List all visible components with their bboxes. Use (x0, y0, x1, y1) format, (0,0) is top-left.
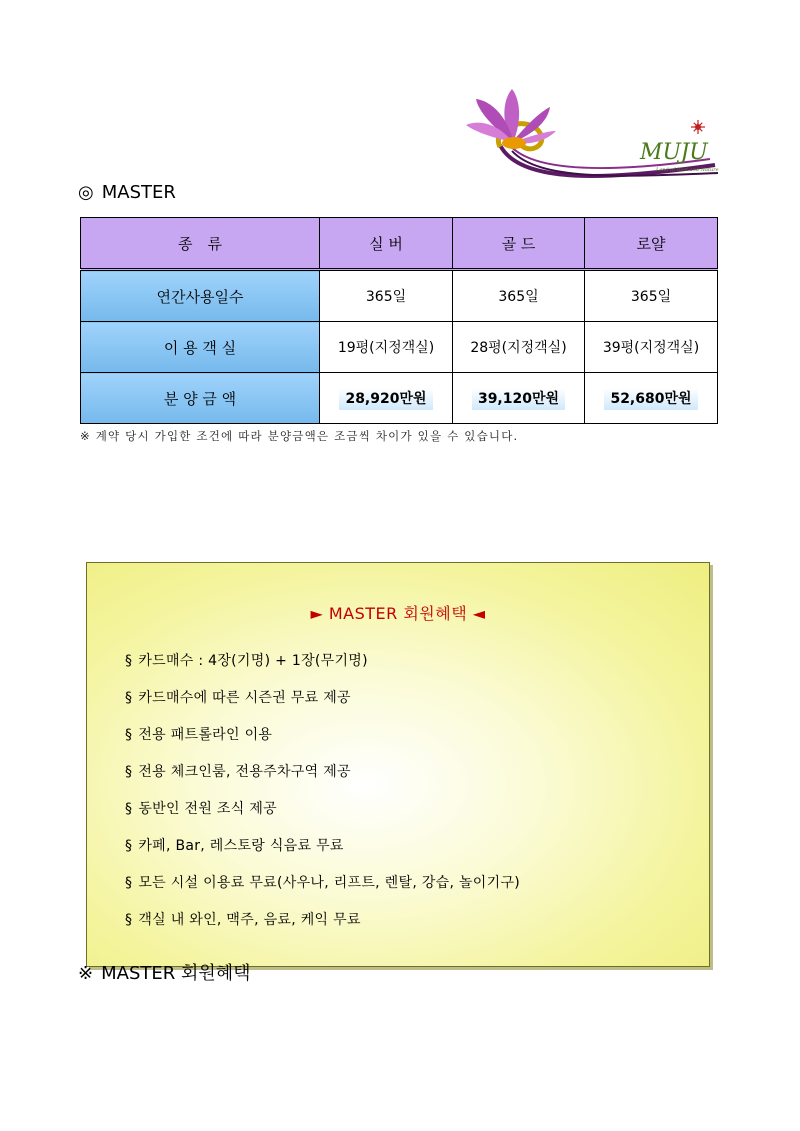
section-sign-icon: § (125, 764, 133, 780)
list-item: § 동반인 전원 조식 제공 (125, 801, 277, 817)
cell-royal-room: 39평(지정객실) (585, 322, 718, 373)
price-value: 28,920만원 (339, 388, 432, 410)
cell-silver-days: 365일 (320, 270, 453, 322)
benefit-list (125, 651, 520, 947)
cell-gold-price (453, 373, 585, 424)
footer-title-text: MASTER 회원혜택 (101, 963, 251, 984)
cell-silver-price (320, 373, 453, 424)
cell-royal-days: 365일 (585, 270, 718, 322)
section-sign-icon: § (125, 727, 133, 743)
cell-gold-room: 28평(지정객실) (453, 322, 585, 373)
lotus-flower-icon (460, 85, 722, 185)
cell-royal-price (585, 373, 718, 424)
header-gold: 골 드 (453, 218, 585, 270)
footer-title (78, 962, 251, 986)
list-item: § 카페, Bar, 레스토랑 식음료 무료 (125, 838, 344, 854)
table-row (81, 322, 718, 373)
list-item: § 카드매수에 따른 시즌권 무료 제공 (125, 690, 351, 706)
section-sign-icon: § (125, 690, 133, 706)
section-title (78, 181, 176, 205)
header-royal: 로얄 (585, 218, 718, 270)
section-sign-icon: § (125, 912, 133, 928)
section-title-text: MASTER (101, 182, 176, 203)
section-sign-icon: § (125, 801, 133, 817)
circle-mark-icon: ◎ (78, 182, 94, 203)
pricing-table (80, 217, 718, 424)
section-sign-icon: § (125, 653, 133, 669)
cell-gold-days: 365일 (453, 270, 585, 322)
section-sign-icon: § (125, 838, 133, 854)
price-value: 52,680만원 (604, 388, 697, 410)
logo-text: MUJU (640, 140, 708, 165)
table-row (81, 270, 718, 322)
reference-mark-icon: ※ (78, 963, 94, 984)
benefit-title: ► MASTER 회원혜택 ◄ (310, 604, 486, 623)
list-item: § 객실 내 와인, 맥주, 음료, 케익 무료 (125, 912, 361, 928)
row-label-price: 분 양 금 액 (81, 373, 320, 424)
list-item: § 모든 시설 이용료 무료(사우나, 리프트, 렌탈, 강습, 놀이기구) (125, 875, 521, 891)
table-row (81, 373, 718, 424)
logo-subtitle: Land of Rest and Nature (656, 167, 719, 173)
list-item: § 전용 패트롤라인 이용 (125, 727, 273, 743)
list-item: § 카드매수 : 4장(기명) + 1장(무기명) (125, 653, 368, 669)
benefit-box (86, 562, 710, 967)
price-value: 39,120만원 (472, 388, 565, 410)
row-label-room: 이 용 객 실 (81, 322, 320, 373)
row-label-days: 연간사용일수 (81, 270, 320, 322)
list-item: § 전용 체크인룸, 전용주차구역 제공 (125, 764, 351, 780)
header-silver: 실 버 (320, 218, 453, 270)
table-header-row (81, 218, 718, 270)
cell-silver-room: 19평(지정객실) (320, 322, 453, 373)
header-category: 종 류 (81, 218, 320, 270)
price-note: ※ 계약 당시 가입한 조건에 따라 분양금액은 조금씩 차이가 있을 수 있습니다. (80, 429, 519, 443)
muju-logo (460, 85, 722, 185)
section-sign-icon: § (125, 875, 133, 891)
